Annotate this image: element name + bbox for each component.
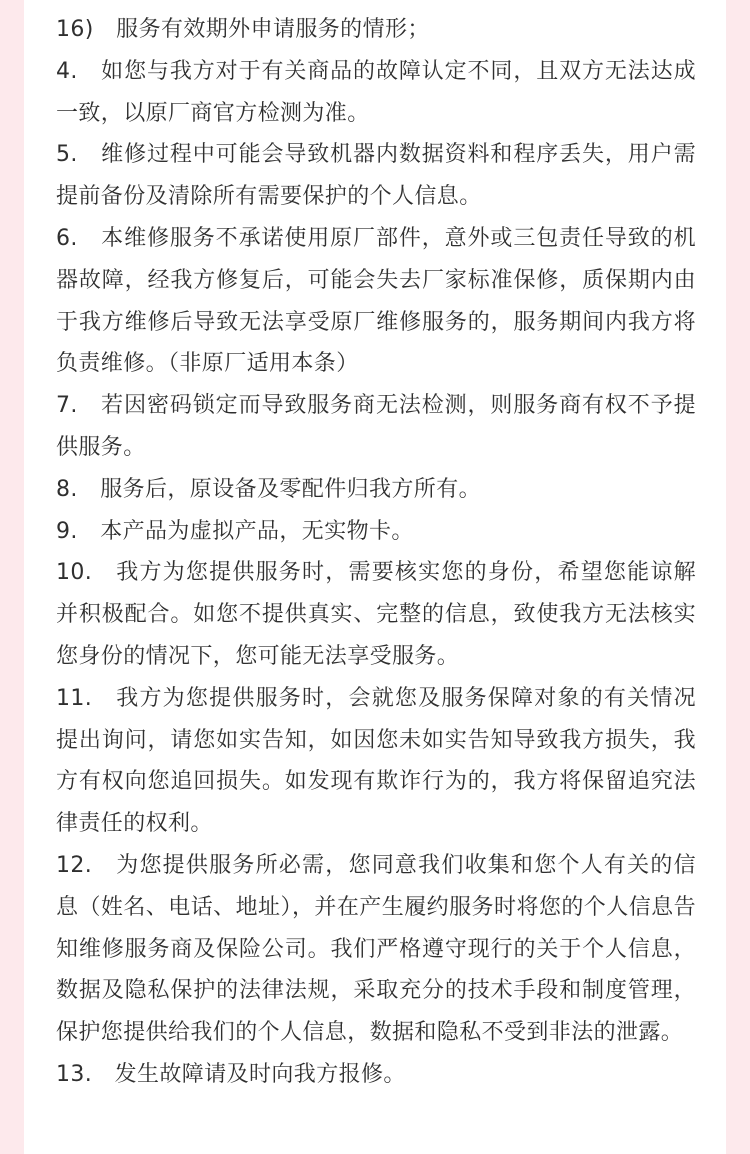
term-item-10: 10. 我方为您提供服务时，需要核实您的身份，希望您能谅解并积极配合。如您不提供真实、完整的信息，致使我方无法核实您身份的情况下，您可能无法享受服务。 xyxy=(56,560,696,669)
term-item-6: 6. 本维修服务不承诺使用原厂部件，意外或三包责任导致的机器故障，经我方修复后，可能会失去厂家标准保修，质保期内由于我方维修后导致无法享受原厂维修服务的，服务期间内我方将负责维修。（非原厂适用本条） xyxy=(56,225,696,377)
term-item-16: 16) 服务有效期外申请服务的情形； xyxy=(56,17,430,42)
term-item-12: 12. 为您提供服务所必需，您同意我们收集和您个人有关的信息（姓名、电话、地址），并在产生履约服务时将您的个人信息告知维修服务商及保险公司。我们严格遵守现行的关于个人信息，数据及隐私保护的法律法规，采取充分的技术手段和制度管理，保护您提供给我们的个人信息，数据和隐私不受到非法的泄露。 xyxy=(56,852,696,1046)
term-item-8: 8. 服务后，原设备及零配件归我方所有。 xyxy=(56,476,481,502)
terms-card xyxy=(24,0,726,1154)
term-item-5: 5. 维修过程中可能会导致机器内数据资料和程序丢失，用户需提前备份及清除所有需要保护的个人信息。 xyxy=(56,142,696,210)
terms-list xyxy=(56,9,696,1096)
term-item-4: 4. 如您与我方对于有关商品的故障认定不同，且双方无法达成一致，以原厂商官方检测为准。 xyxy=(56,58,696,126)
term-item-11: 11. 我方为您提供服务时，会就您及服务保障对象的有关情况提出询问，请您如实告知，如因您未如实告知导致我方损失，我方有权向您追回损失。如发现有欺诈行为的，我方将保留追究法律责任的权利。 xyxy=(56,685,696,837)
term-item-9: 9. 本产品为虚拟产品，无实物卡。 xyxy=(56,518,414,544)
term-item-7: 7. 若因密码锁定而导致服务商无法检测，则服务商有权不予提供服务。 xyxy=(56,393,696,460)
term-item-13: 13. 发生故障请及时向我方报修。 xyxy=(56,1061,406,1087)
